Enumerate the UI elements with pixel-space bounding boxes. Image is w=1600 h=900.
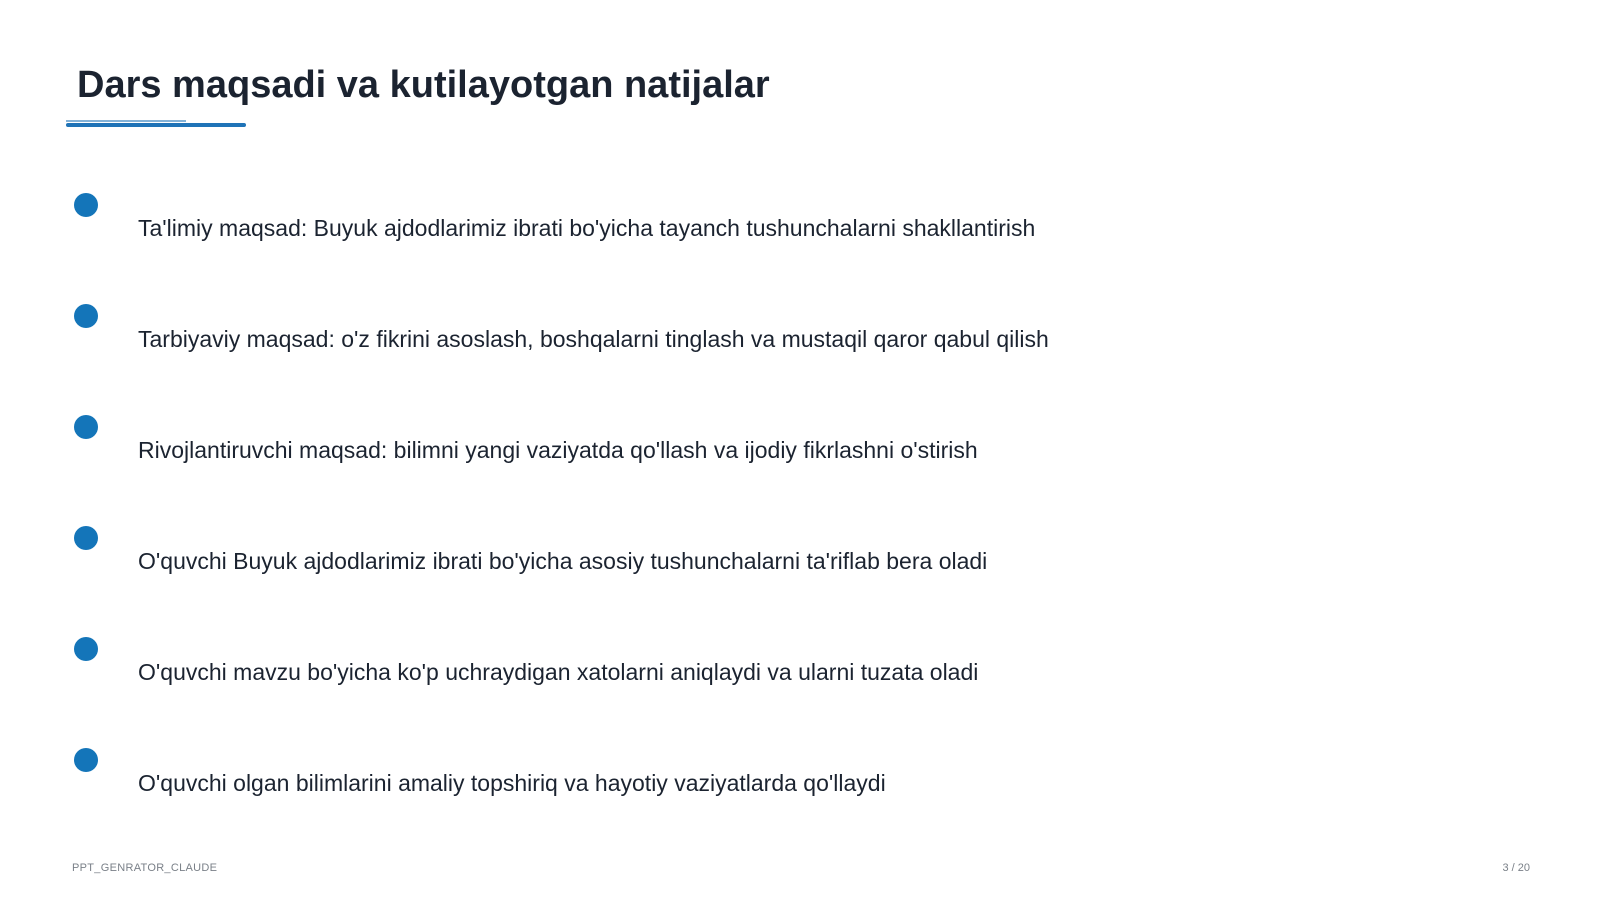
bullet-dot-icon: [74, 637, 98, 661]
bullet-dot-icon: [74, 748, 98, 772]
list-item: [0, 748, 1400, 808]
list-item-text: Rivojlantiruvchi maqsad: bilimni yangi vaziyatda qo'llash va ijodiy fikrlashni o'stirish: [138, 437, 978, 463]
list-item: [0, 415, 1400, 475]
list-item-text: Tarbiyaviy maqsad: o'z fikrini asoslash, boshqalarni tinglash va mustaqil qaror qabul qilish: [138, 326, 1049, 352]
slide-title: Dars maqsadi va kutilayotgan natijalar: [77, 64, 770, 106]
list-item: [0, 526, 1400, 586]
bullet-dot-icon: [74, 415, 98, 439]
page-indicator: 3 / 20: [1502, 862, 1530, 874]
list-item-text: Ta'limiy maqsad: Buyuk ajdodlarimiz ibrati bo'yicha tayanch tushunchalarni shakllantirish: [138, 215, 1036, 241]
bullet-dot-icon: [74, 304, 98, 328]
title-underline: [66, 123, 246, 127]
bullet-dot-icon: [74, 193, 98, 217]
list-item: [0, 304, 1400, 364]
list-item-text: O'quvchi Buyuk ajdodlarimiz ibrati bo'yicha asosiy tushunchalarni ta'riflab bera oladi: [138, 548, 988, 574]
bullet-dot-icon: [74, 526, 98, 550]
list-item-text: O'quvchi olgan bilimlarini amaliy topshiriq va hayotiy vaziyatlarda qo'llaydi: [138, 770, 886, 796]
list-item-text: O'quvchi mavzu bo'yicha ko'p uchraydigan xatolarni aniqlaydi va ularni tuzata oladi: [138, 659, 979, 685]
footer-source-label: PPT_GENRATOR_CLAUDE: [72, 862, 218, 874]
title-underline-accent: [66, 120, 186, 122]
list-item: [0, 637, 1400, 697]
list-item: [0, 193, 1400, 253]
